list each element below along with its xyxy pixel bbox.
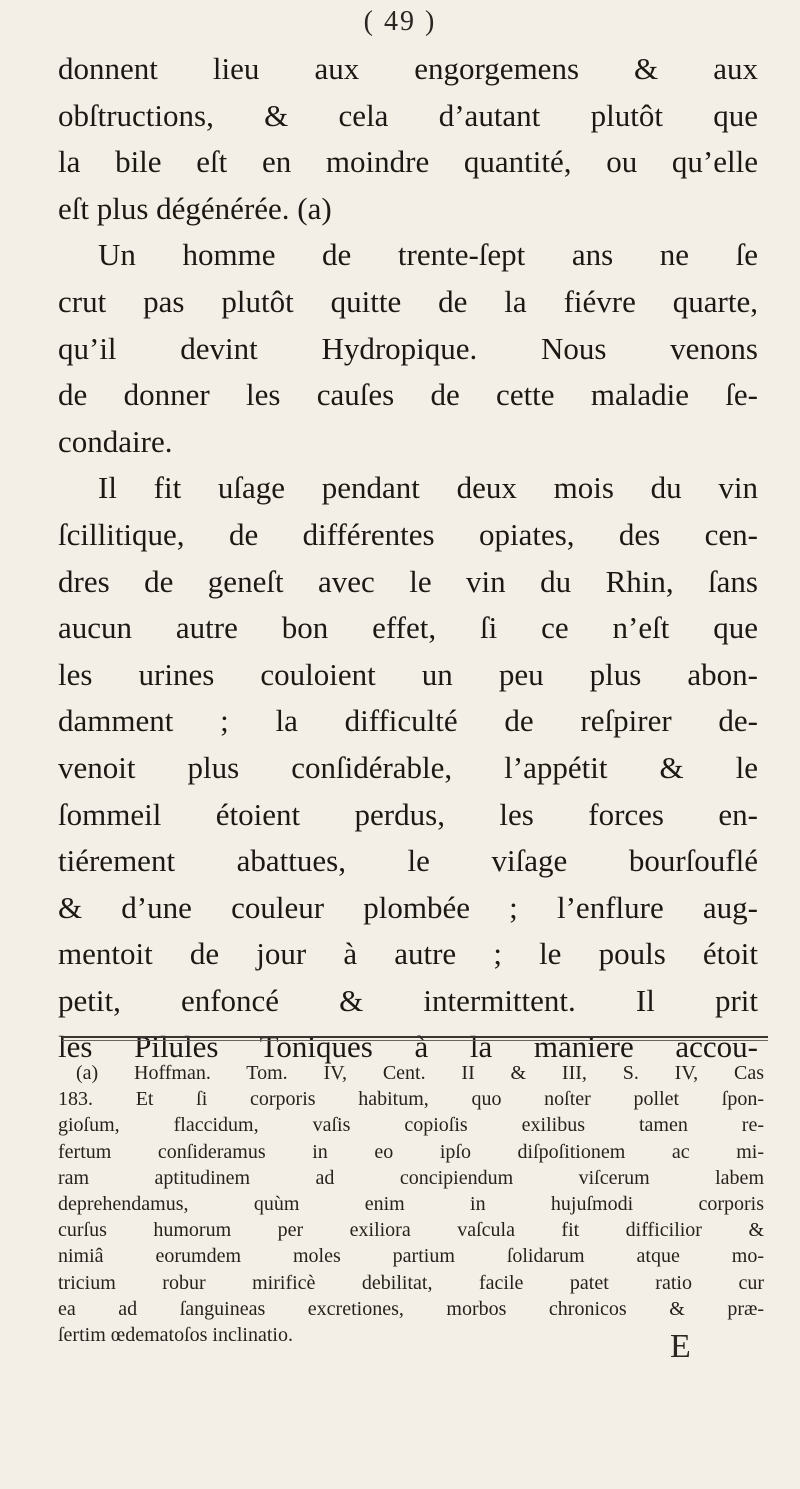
text-line-9: condaire. [58,423,173,459]
text-line-4: eſt plus dégénérée. (a) [58,190,332,226]
text-line-3: la bile eſt en moindre quantité, ou qu’elle [58,144,758,180]
footnote-line-8: nimiâ eorumdem moles partium ſolidarum atque mo- [58,1245,764,1268]
text-line-7: qu’il devint Hydropique. Nous venons [58,330,758,366]
text-line-14: les urines couloient un peu plus abon- [58,656,758,692]
signature-mark: E [670,1328,691,1365]
page-number: ( 49 ) [363,6,437,37]
text-line-18: tiérement abattues, le viſage bourſouflé [58,843,758,879]
text-line-16: venoit plus conſidérable, l’appétit & le [58,749,758,785]
footnote-line-6: deprehendamus, quùm enim in hujuſmodi corporis [58,1192,764,1215]
text-line-10: Il fit uſage pendant deux mois du vin [98,470,758,506]
text-line-19: & d’une couleur plombée ; l’enflure aug- [58,889,758,925]
text-line-8: de donner les cauſes de cette maladie ſe- [58,377,758,413]
text-line-2: obſtructions, & cela d’autant plutôt que [58,97,758,133]
footnote-line-11: ſertim œdematoſos inclinatio. [58,1323,293,1346]
text-line-5: Un homme de trente-ſept ans ne ſe [98,237,758,273]
footnote-block [58,1060,764,1348]
footnote-line-3: gioſum, flaccidum, vaſis copioſis exilibus tamen re- [58,1114,764,1137]
main-text-block [58,46,758,1071]
text-line-13: aucun autre bon effet, ſi ce n’eſt que [58,610,758,646]
text-line-20: mentoit de jour à autre ; le pouls étoit [58,936,758,972]
footnote-divider [62,1036,768,1038]
text-line-6: crut pas plutôt quitte de la fiévre quarte, [58,283,758,319]
footnote-line-10: ea ad ſanguineas excretiones, morbos chronicos & præ- [58,1297,764,1320]
text-line-22: les Pilules Toniques à la maniere accou- [58,1029,758,1065]
footnote-line-4: fertum conſideramus in eo ipſo diſpoſitionem ac mi- [58,1140,764,1163]
text-line-1: donnent lieu aux engorgemens & aux [58,51,758,86]
footnote-line-5: ram aptitudinem ad concipiendum viſcerum labem [58,1166,764,1189]
footnote-divider-thin [62,1040,768,1041]
footnote-line-1: (a) Hoffman. Tom. IV, Cent. II & III, S. IV, Cas [76,1062,764,1084]
text-line-15: damment ; la difficulté de reſpirer de- [58,703,758,739]
text-line-17: ſommeil étoient perdus, les forces en- [58,796,758,832]
footnote-line-2: 183. Et ſi corporis habitum, quo noſter pollet ſpon- [58,1088,764,1111]
text-line-12: dres de geneſt avec le vin du Rhin, ſans [58,563,758,599]
footnote-line-9: tricium robur mirificè debilitat, facile patet ratio cur [58,1271,764,1294]
text-line-21: petit, enfoncé & intermittent. Il prit [58,982,758,1018]
footnote-line-7: curſus humorum per exiliora vaſcula fit difficilior & [58,1219,764,1242]
text-line-11: ſcillitique, de différentes opiates, des cen- [58,516,758,552]
